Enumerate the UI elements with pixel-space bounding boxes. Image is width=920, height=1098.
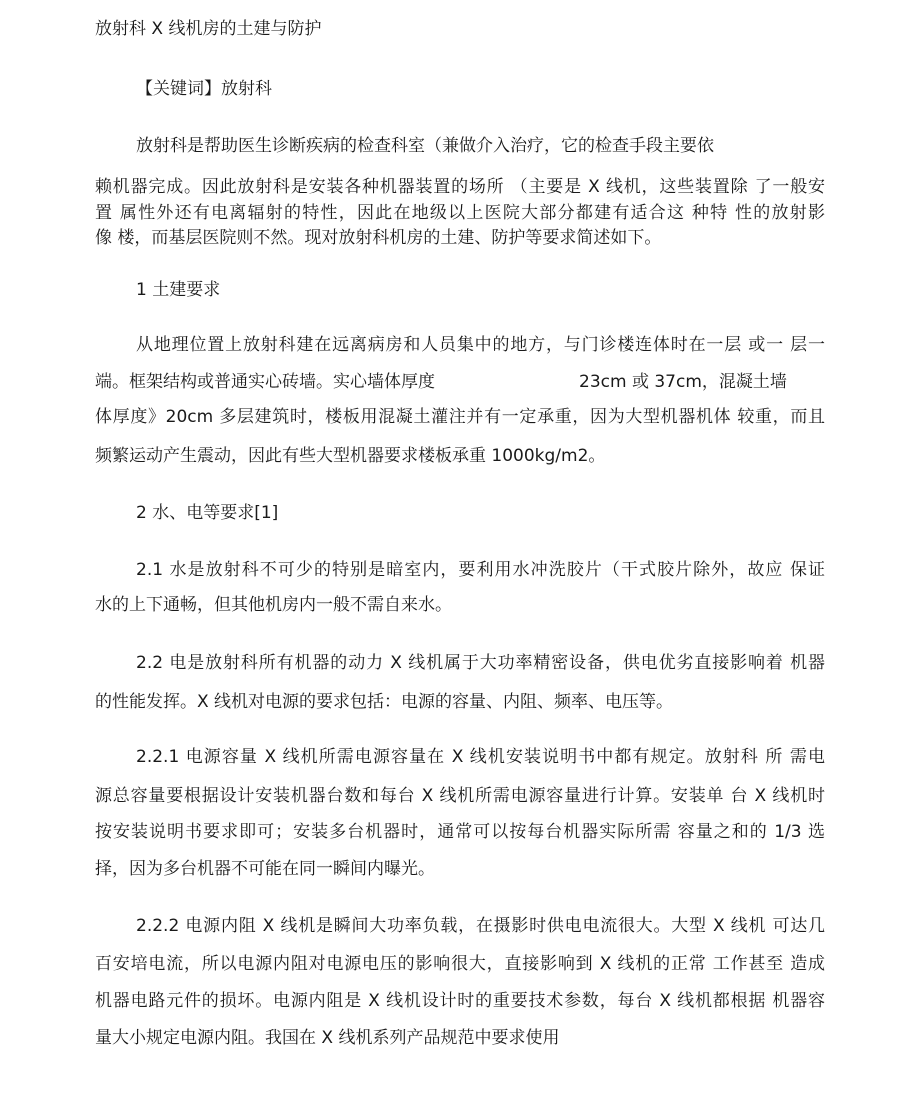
keywords-line: 【关键词】放射科	[136, 79, 272, 99]
section-1-heading: 1 土建要求	[136, 280, 221, 300]
para-2-2-2-line-2: 百安培电流，所以电源内阻对电源电压的影响很大，直接影响到 X 线机的正常 工作甚至 造成	[95, 954, 825, 974]
intro-line-1: 放射科是帮助医生诊断疾病的检查科室（兼做介入治疗，它的检查手段主要依	[136, 136, 714, 156]
section-1-line-3: 体厚度》20cm 多层建筑时，楼板用混凝土灌注并有一定承重，因为大型机器机体 较重，而且	[95, 407, 825, 427]
para-2-2-2-line-1: 2.2.2 电源内阻 X 线机是瞬间大功率负载，在摄影时供电电流很大。大型 X 线机 可达几	[136, 916, 825, 936]
para-2-1-line-2: 水的上下通畅，但其他机房内一般不需自来水。	[95, 595, 452, 615]
section-1-line-2b: 23cm 或 37cm，混凝土墙	[579, 372, 787, 392]
para-2-2-1-line-4: 择，因为多台机器不可能在同一瞬间内曝光。	[95, 859, 435, 879]
section-1-line-4: 频繁运动产生震动，因此有些大型机器要求楼板承重 1000kg/m2。	[95, 446, 606, 466]
section-2-heading: 2 水、电等要求[1]	[136, 503, 279, 523]
para-2-2-2-line-3: 机器电路元件的损坏。电源内阻是 X 线机设计时的重要技术参数，每台 X 线机都根据 机器容	[95, 991, 825, 1011]
intro-line-3: 置 属性外还有电离辐射的特性，因此在地级以上医院大部分都建有适合这 种特 性的放射影	[95, 203, 825, 223]
para-2-2-line-1: 2.2 电是放射科所有机器的动力 X 线机属于大功率精密设备，供电优劣直接影响着 机器	[136, 653, 825, 673]
para-2-1-line-1: 2.1 水是放射科不可少的特别是暗室内，要利用水冲洗胶片（干式胶片除外，故应 保证	[136, 560, 825, 580]
intro-line-2: 赖机器完成。因此放射科是安装各种机器装置的场所 （主要是 X 线机，这些装置除 了一般安	[95, 177, 825, 197]
para-2-2-1-line-1: 2.2.1 电源容量 X 线机所需电源容量在 X 线机安装说明书中都有规定。放射科 所 需电	[136, 747, 825, 767]
para-2-2-1-line-3: 按安装说明书要求即可；安装多台机器时，通常可以按每台机器实际所需 容量之和的 1/3 选	[95, 822, 825, 842]
page-title: 放射科 X 线机房的土建与防护	[95, 19, 322, 39]
section-1-line-1: 从地理位置上放射科建在远离病房和人员集中的地方，与门诊楼连体时在一层 或一 层一	[136, 335, 825, 355]
para-2-2-line-2: 的性能发挥。X 线机对电源的要求包括：电源的容量、内阻、频率、电压等。	[95, 692, 674, 712]
para-2-2-2-line-4: 量大小规定电源内阻。我国在 X 线机系列产品规范中要求使用	[95, 1028, 560, 1048]
para-2-2-1-line-2: 源总容量要根据设计安装机器台数和每台 X 线机所需电源容量进行计算。安装单 台 X 线机时	[95, 786, 825, 806]
intro-line-4: 像 楼，而基层医院则不然。现对放射科机房的土建、防护等要求简述如下。	[95, 228, 662, 248]
section-1-line-2a: 端。框架结构或普通实心砖墙。实心墙体厚度	[95, 372, 435, 392]
